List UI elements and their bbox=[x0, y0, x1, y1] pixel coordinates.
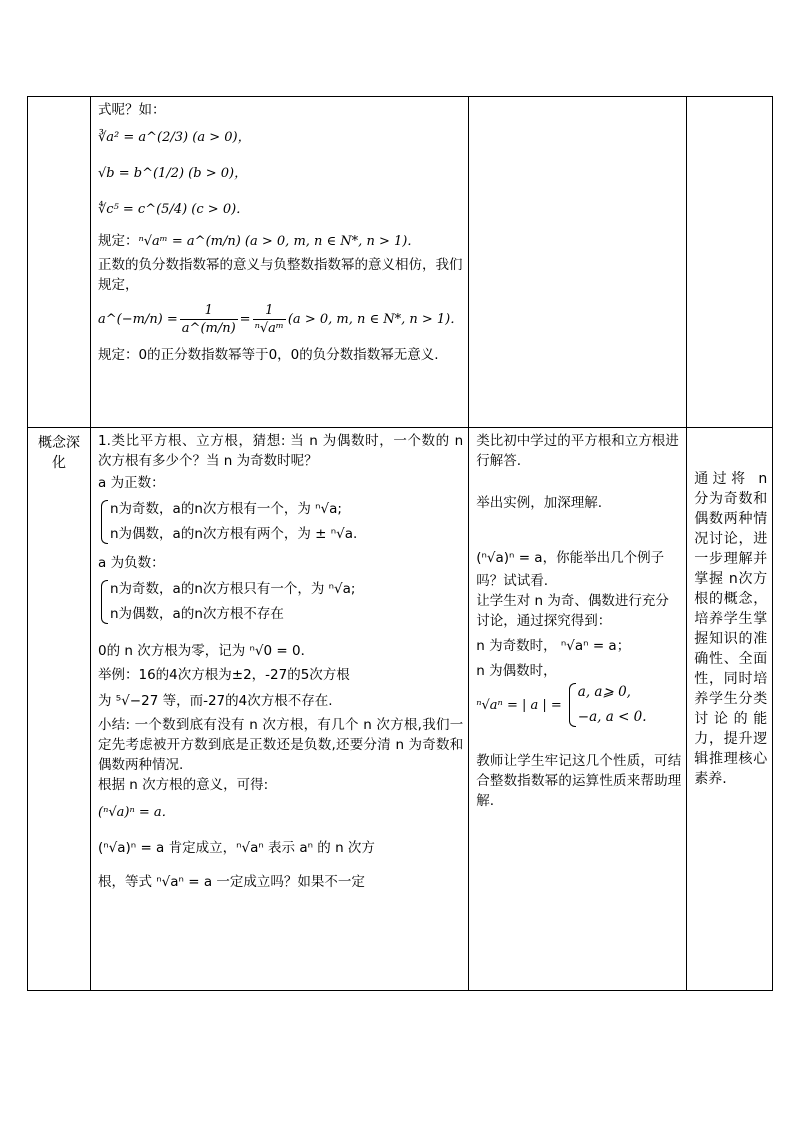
fraction-numerator: 1 bbox=[253, 303, 286, 320]
rule-formula: ⁿ√aᵐ = a^(m/n) (a > 0, m, n ∈ N*, n > 1)． bbox=[138, 234, 421, 249]
holds-text-1: (ⁿ√a)ⁿ = a 肯定成立，ⁿ√aⁿ 表示 aⁿ 的 n 次方 bbox=[98, 840, 375, 856]
rule-label: 规定： bbox=[98, 233, 139, 249]
positive-cases-brace bbox=[98, 497, 463, 547]
even-case-text: n 为偶数时， bbox=[476, 663, 557, 679]
summary-text: 小结: 一个数到底有没有 n 次方根，有几个 n 次方根,我们一定先考虑被开方数到底是正数还是负数,还要分清 n 为奇数和偶数两种情况. bbox=[98, 717, 464, 773]
zero-root-text: 0的 n 次方根为零，记为 ⁿ√0 = 0． bbox=[98, 643, 315, 659]
fraction-numerator: 1 bbox=[180, 303, 238, 320]
activity-text-2: 举出实例，加深理解. bbox=[476, 495, 603, 511]
formula-negative-exponent: a^(−m/n) = $\frac{1}{a\^{}(m/n)}$ = $\frac{1}{\text{ⁿ√aᵐ}}$ (a > 0, m, n ∈ N*, n > 1)． bbox=[98, 302, 464, 336]
stage-cell bbox=[28, 428, 91, 991]
purpose-cell-top bbox=[687, 97, 773, 428]
abs-case-negative: −a, a < 0. bbox=[577, 709, 647, 725]
negative-cases-brace bbox=[98, 577, 463, 627]
negative-odd-case: n为奇数，a的n次方根只有一个，为 ⁿ√a; bbox=[110, 581, 356, 597]
holds-text-2: 根，等式 ⁿ√aⁿ = a 一定成立吗？如果不一定 bbox=[98, 874, 365, 890]
table-row bbox=[28, 428, 773, 991]
activity-text-3a: (ⁿ√a)ⁿ = a，你能举出几个例子 bbox=[476, 550, 665, 566]
definition-lead: 根据 n 次方根的意义，可得: bbox=[98, 777, 269, 793]
rule-zero-exponent: 规定：0的正分数指数幂等于0，0的负分数指数幂无意义. bbox=[98, 347, 439, 363]
purpose-cell-bottom bbox=[687, 428, 773, 991]
activity-cell-top bbox=[469, 97, 687, 428]
activity-text-5: 教师让学生牢记这几个性质，可结合整数指数幂的运算性质来帮助理解. bbox=[476, 753, 682, 809]
positive-even-case: n为偶数，a的n次方根有两个，为 ± ⁿ√a. bbox=[110, 526, 358, 542]
activity-text-1: 类比初中学过的平方根和立方根进行解答. bbox=[476, 433, 679, 469]
fraction-denominator: a^(m/n) bbox=[181, 320, 236, 336]
abs-cases-brace bbox=[566, 680, 647, 730]
fraction-denominator: ⁿ√aᵐ bbox=[254, 320, 284, 336]
negative-exponent-text: 正数的负分数指数幂的意义与负整数指数幂的意义相仿，我们规定， bbox=[98, 257, 463, 293]
stage-cell-empty bbox=[28, 97, 91, 428]
absolute-value-formula bbox=[476, 681, 681, 731]
neg-formula-lhs: a^(−m/n) = bbox=[98, 312, 178, 327]
odd-case-text: n 为奇数时， ⁿ√aⁿ = a； bbox=[476, 638, 631, 654]
activity-text-4: 让学生对 n 为奇、偶数进行充分讨论，通过探究得到： bbox=[476, 593, 669, 629]
abs-formula-lhs: ⁿ√aⁿ = | a | = bbox=[476, 698, 562, 713]
design-intent-text: 通过将 n 分为奇数和偶数两种情况讨论，进一步理解并掌握 n次方根的概念，培养学生掌握知识的准确性、全面性，同时培养学生分类讨论的能力，提升逻辑推理核心素养. bbox=[694, 471, 768, 787]
example-line-2: 为 ⁵√−27 等，而-27的4次方根不存在. bbox=[98, 693, 333, 709]
fraction-one bbox=[180, 303, 238, 338]
identity-formula: (ⁿ√a)ⁿ = a． bbox=[98, 805, 175, 820]
stage-label: 概念深化 bbox=[38, 435, 80, 471]
neg-formula-condition: (a > 0, m, n ∈ N*, n > 1)． bbox=[287, 312, 464, 327]
content-cell-top bbox=[91, 97, 469, 428]
positive-odd-case: n为奇数，a的n次方根有一个，为 ⁿ√a; bbox=[110, 501, 342, 517]
activity-cell-bottom bbox=[469, 428, 687, 991]
example-line-1: 举例：16的4次方根为±2，-27的5次方根 bbox=[98, 667, 350, 683]
question-text: 1.类比平方根、立方根，猜想: 当 n 为偶数时，一个数的 n 次方根有多少个？当 n 为奇数时呢？ bbox=[98, 433, 464, 469]
fraction-two bbox=[253, 303, 286, 338]
activity-text-3b: 吗？试试看. bbox=[476, 573, 549, 589]
rule-positive-fraction bbox=[98, 228, 463, 255]
formula-fourth-root: ∜c⁵ = c^(5/4) (c > 0)． bbox=[98, 202, 250, 217]
positive-case-title: a 为正数： bbox=[98, 475, 165, 491]
formula-cube-root: ∛a² = a^(2/3) (a > 0)， bbox=[98, 130, 251, 145]
lesson-plan-table bbox=[27, 96, 773, 991]
abs-case-positive: a, a⩾ 0, bbox=[577, 684, 631, 700]
negative-case-title: a 为负数： bbox=[98, 555, 165, 571]
content-cell-bottom bbox=[91, 428, 469, 991]
table-row bbox=[28, 97, 773, 428]
negative-even-case: n为偶数，a的n次方根不存在 bbox=[110, 606, 284, 622]
formula-square-root: √b = b^(1/2) (b > 0)， bbox=[98, 166, 248, 181]
intro-text: 式呢？如： bbox=[98, 102, 166, 118]
